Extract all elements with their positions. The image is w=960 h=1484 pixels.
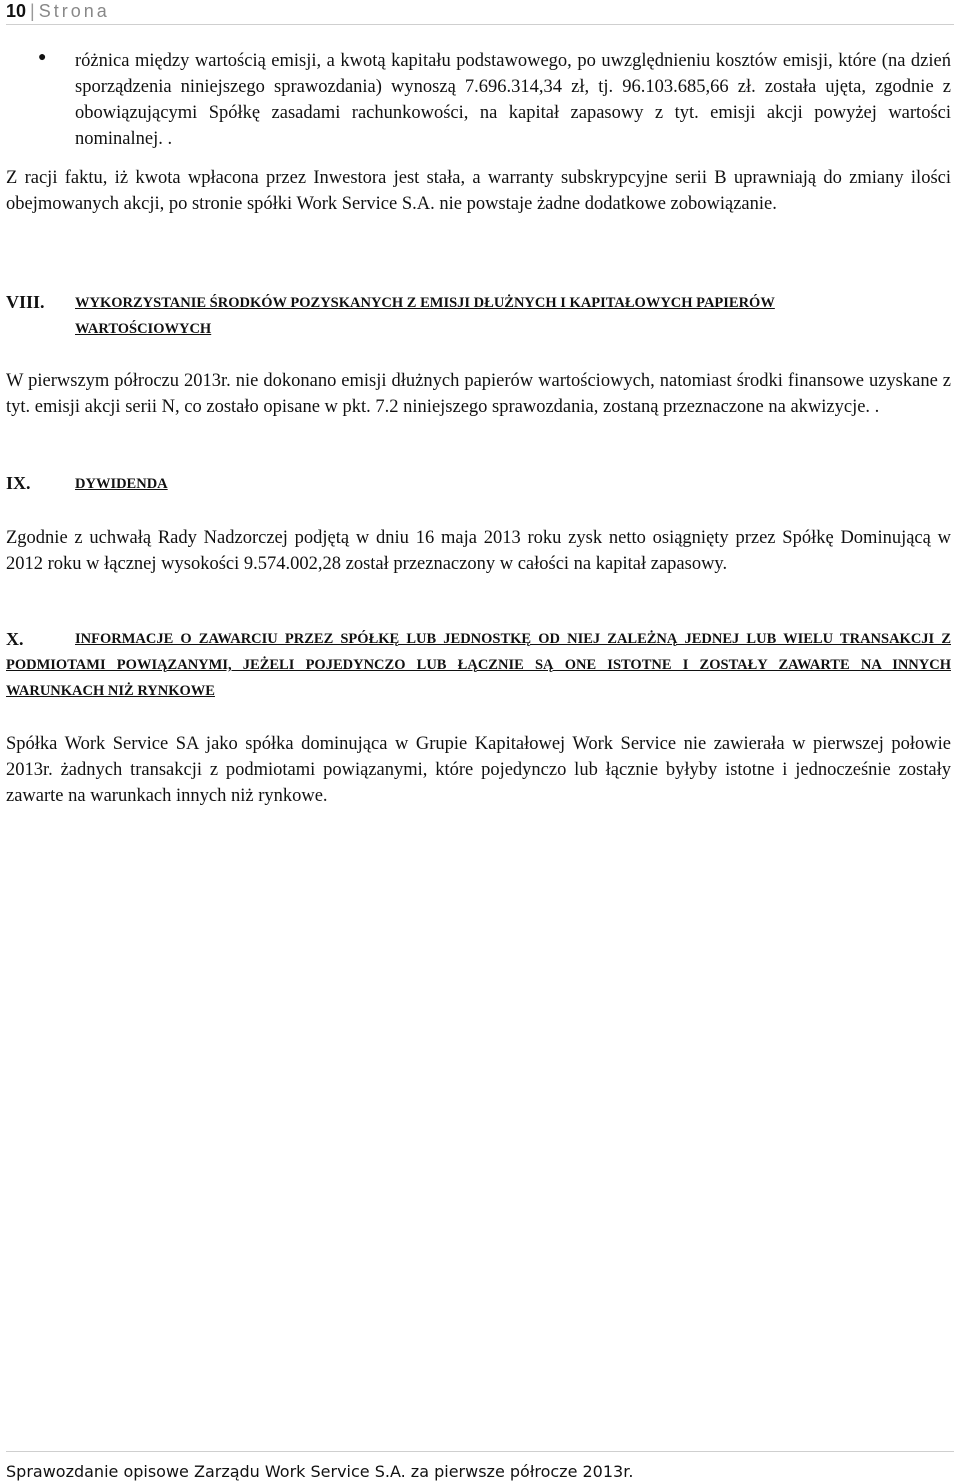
section-viii-body: W pierwszym półroczu 2013r. nie dokonano emisji dłużnych papierów wartościowych, natomiast środki finansowe uzyskane z tyt. emisji akcji serii N, co zostało opisane w pkt. 7.2 niniejszego sprawozdania, zostaną przeznaczone na akwizycje. . — [6, 371, 951, 417]
header-divider — [6, 24, 954, 25]
page-header — [6, 0, 110, 24]
section-x-title: INFORMACJE O ZAWARCIU PRZEZ SPÓŁKĘ LUB JEDNOSTKĘ OD NIEJ ZALEŻNĄ JEDNEJ LUB WIELU TRANSAKCJI Z PODMIOTAMI POWIĄZANYMI, JEŻELI POJEDYNCZO LUB ŁĄCZNIE SĄ ONE ISTOTNE I ZOSTAŁY ZAWARTE NA INNYCH WARUNKACH NIŻ RYNKOWE — [6, 631, 951, 699]
header-separator: | — [30, 1, 35, 21]
section-x-body: Spółka Work Service SA jako spółka dominująca w Grupie Kapitałowej Work Service nie zawierała w pierwszej połowie 2013r. żadnych transakcji z podmiotami powiązanymi, które pojedynczo lub łącznie byłyby istotne i jednocześnie zostały zawarte na warunkach innych niż rynkowe. — [6, 734, 951, 806]
section-ix-title: DYWIDENDA — [75, 476, 168, 492]
bullet-item: różnica między wartością emisji, a kwotą kapitału podstawowego, po uwzględnieniu kosztów emisji, które (na dzień sporządzenia niniejszego sprawozdania) wynoszą 7.696.314,34 zł, tj. 96.103.685,66 zł. została ujęta, zgodnie z obowiązującymi Spółkę zasadami rachunkowości, na kapitał zapasowy z tyt. emisji akcji powyżej wartości nominalnej. . — [75, 51, 951, 149]
page-number: 10 — [6, 1, 27, 21]
header-label: Strona — [38, 1, 110, 21]
footer-divider — [6, 1451, 954, 1452]
section-ix-body: Zgodnie z uchwałą Rady Nadzorczej podjętą w dniu 16 maja 2013 roku zysk netto osiągnięty przez Spółkę Dominującą w 2012 roku w łącznej wysokości 9.574.002,28 został przeznaczony w całości na kapitał zapasowy. — [6, 528, 951, 574]
page-footer: Sprawozdanie opisowe Zarządu Work Service S.A. za pierwsze półrocze 2013r. — [6, 1462, 634, 1481]
section-x-number: X. — [6, 629, 24, 649]
paragraph-warrants: Z racji faktu, iż kwota wpłacona przez Inwestora jest stała, a warranty subskrypcyjne serii B uprawniają do zmiany ilości obejmowanych akcji, po stronie spółki Work Service S.A. nie powstaje żadne dodatkowe zobowiązanie. — [6, 168, 951, 214]
section-viii-number: VIII. — [6, 292, 45, 312]
bullet-dot-icon: ● — [38, 50, 47, 65]
section-viii-title: WYKORZYSTANIE ŚRODKÓW POZYSKANYCH Z EMISJI DŁUŻNYCH I KAPITAŁOWYCH PAPIERÓW WARTOŚCIOWYCH — [75, 295, 775, 337]
section-ix-number: IX. — [6, 473, 31, 493]
